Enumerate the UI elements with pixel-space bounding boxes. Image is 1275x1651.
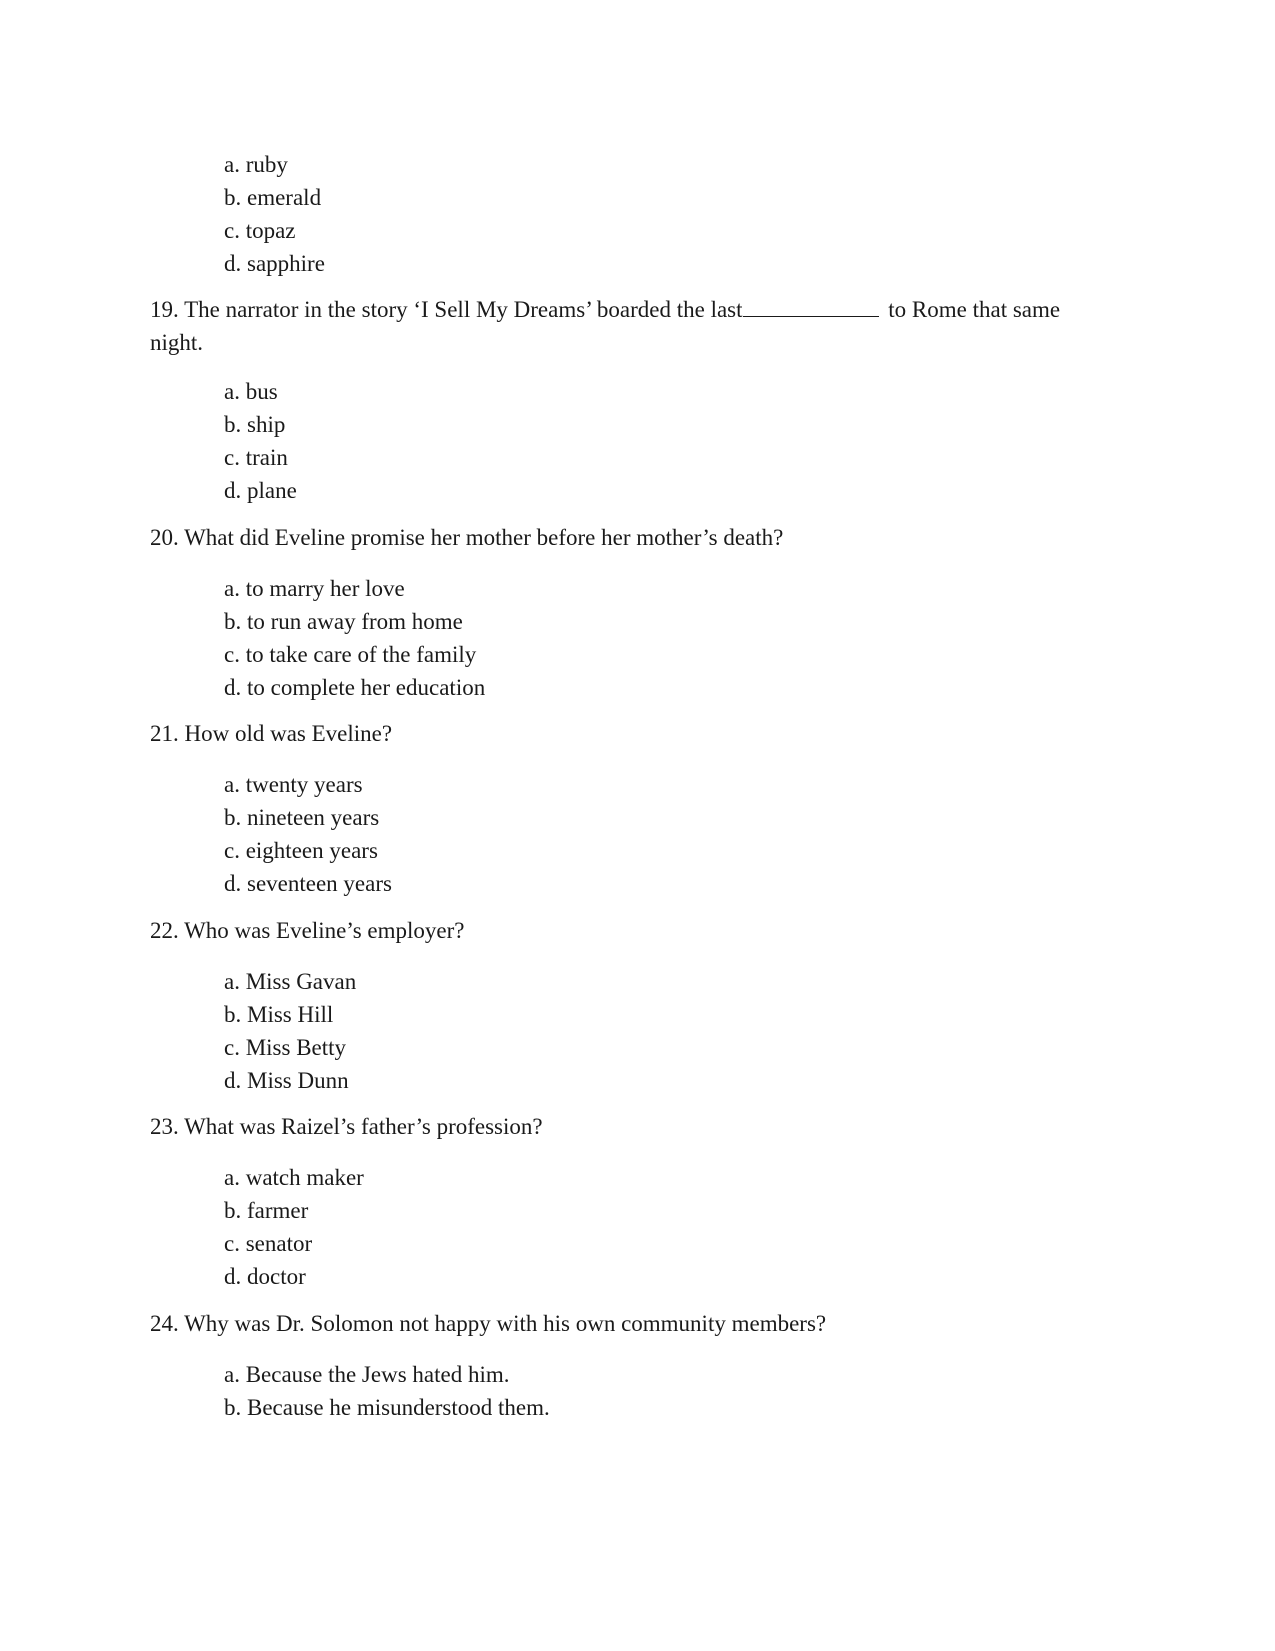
option-a: a. Miss Gavan [224, 969, 357, 994]
option-d: d. sapphire [224, 251, 325, 276]
option-d: d. Miss Dunn [224, 1068, 349, 1093]
option-b: b. ship [224, 412, 286, 437]
question-23-options [224, 1161, 364, 1293]
question-23: 23. What was Raizel’s father’s profession? [150, 1114, 543, 1139]
option-a: a. twenty years [224, 772, 363, 797]
question-19-suffix: to Rome that same night. [150, 297, 1061, 355]
option-b: b. nineteen years [224, 805, 380, 830]
option-b: b. Miss Hill [224, 1002, 334, 1027]
option-c: c. topaz [224, 218, 296, 243]
option-b: b. Because he misunderstood them. [224, 1395, 550, 1420]
question-20-options [224, 572, 485, 704]
option-c: c. to take care of the family [224, 642, 477, 667]
option-a: a. bus [224, 379, 278, 404]
question-24-options [224, 1358, 550, 1424]
question-19-prefix: 19. The narrator in the story ‘I Sell My Dreams’ boarded the last [150, 297, 743, 322]
answer-blank [743, 296, 879, 317]
question-21-options [224, 768, 392, 900]
option-d: d. seventeen years [224, 871, 392, 896]
option-c: c. Miss Betty [224, 1035, 347, 1060]
continued-options-list [224, 148, 325, 280]
option-c: c. senator [224, 1231, 313, 1256]
question-22-options [224, 965, 356, 1097]
option-a: a. watch maker [224, 1165, 364, 1190]
option-d: d. plane [224, 478, 297, 503]
option-b: b. to run away from home [224, 609, 463, 634]
option-c: c. eighteen years [224, 838, 378, 863]
option-a: a. to marry her love [224, 576, 405, 601]
question-19-options [224, 375, 297, 507]
option-d: d. doctor [224, 1264, 306, 1289]
option-a: a. ruby [224, 152, 288, 177]
option-d: d. to complete her education [224, 675, 486, 700]
question-20: 20. What did Eveline promise her mother before her mother’s death? [150, 525, 784, 550]
question-19 [150, 293, 1070, 359]
question-22: 22. Who was Eveline’s employer? [150, 918, 465, 943]
question-21: 21. How old was Eveline? [150, 721, 393, 746]
option-b: b. emerald [224, 185, 322, 210]
option-a: a. Because the Jews hated him. [224, 1362, 510, 1387]
option-c: c. train [224, 445, 288, 470]
option-b: b. farmer [224, 1198, 309, 1223]
question-24: 24. Why was Dr. Solomon not happy with his own community members? [150, 1311, 827, 1336]
